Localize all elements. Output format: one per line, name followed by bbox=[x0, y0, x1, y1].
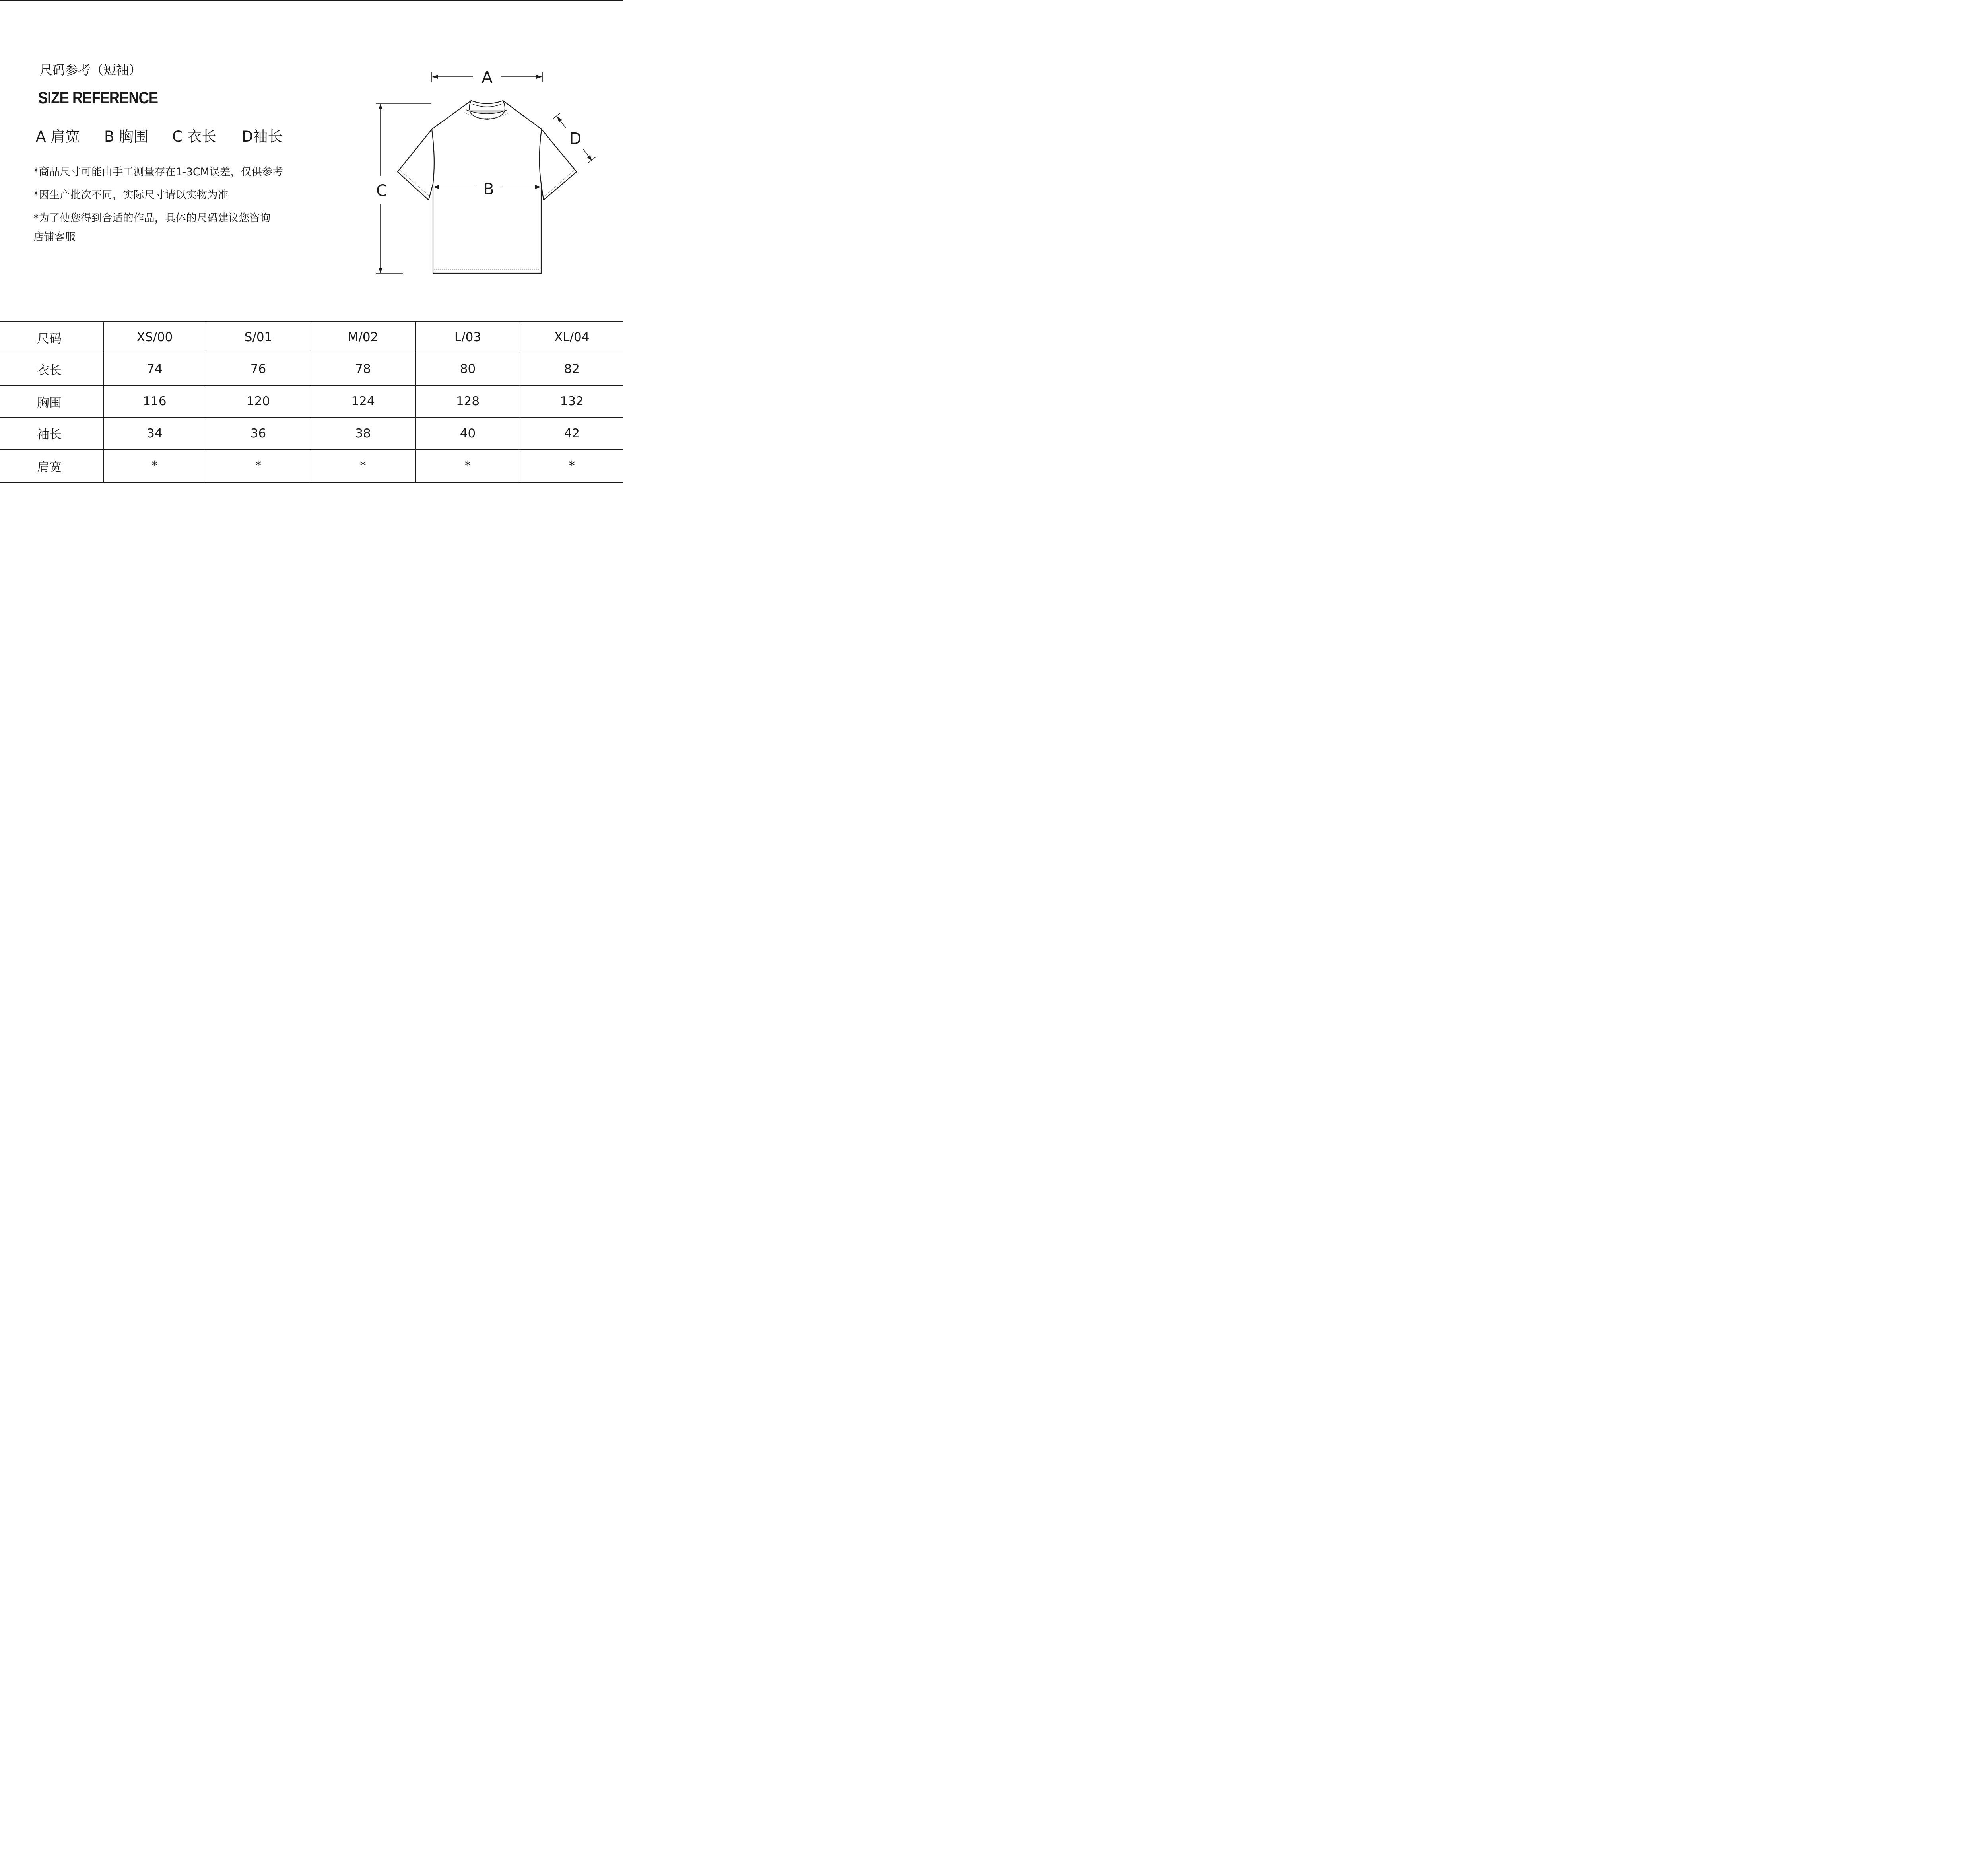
note-consult: *为了使您得到合适的作品，具体的尺码建议您咨询 bbox=[33, 212, 271, 224]
legend-item-c: C 衣长 bbox=[172, 128, 217, 145]
table-row bbox=[0, 385, 623, 417]
title-english: SIZE REFERENCE bbox=[38, 88, 158, 107]
header-cell-xl: XL/04 bbox=[520, 322, 623, 353]
table-cell: * bbox=[103, 449, 206, 482]
table-cell: 36 bbox=[206, 417, 311, 449]
table-cell: 42 bbox=[520, 417, 623, 449]
label-b: B bbox=[483, 180, 494, 198]
table-cell: 38 bbox=[311, 417, 415, 449]
header-cell-size: 尺码 bbox=[0, 322, 103, 353]
header-cell-s: S/01 bbox=[206, 322, 311, 353]
legend-item-b: B 胸围 bbox=[104, 128, 149, 145]
header-cell-l: L/03 bbox=[415, 322, 520, 353]
row-label: 肩宽 bbox=[0, 449, 103, 482]
tshirt-diagram bbox=[370, 64, 600, 282]
table-cell: 132 bbox=[520, 385, 623, 417]
legend-item-d: D袖长 bbox=[242, 128, 283, 145]
table-cell: * bbox=[520, 449, 623, 482]
label-d: D bbox=[569, 130, 582, 148]
note-batch-difference: *因生产批次不同，实际尺寸请以实物为准 bbox=[33, 189, 229, 201]
header-cell-m: M/02 bbox=[311, 322, 415, 353]
table-row bbox=[0, 417, 623, 449]
table-cell: 124 bbox=[311, 385, 415, 417]
table-cell: 82 bbox=[520, 353, 623, 385]
table-row bbox=[0, 353, 623, 385]
title-chinese: 尺码参考（短袖） bbox=[40, 62, 142, 78]
header-cell-xs: XS/00 bbox=[103, 322, 206, 353]
table-cell: 34 bbox=[103, 417, 206, 449]
top-rule bbox=[0, 0, 623, 1]
table-cell: 78 bbox=[311, 353, 415, 385]
table-cell: 120 bbox=[206, 385, 311, 417]
note-measurement-error: *商品尺寸可能由手工测量存在1-3CM误差，仅供参考 bbox=[33, 166, 283, 178]
table-cell: 80 bbox=[415, 353, 520, 385]
label-a: A bbox=[481, 68, 493, 87]
table-cell: 128 bbox=[415, 385, 520, 417]
table-cell: * bbox=[206, 449, 311, 482]
legend-item-a: A 肩宽 bbox=[36, 128, 80, 145]
size-chart-table bbox=[0, 321, 623, 483]
table-cell: 40 bbox=[415, 417, 520, 449]
table-cell: * bbox=[415, 449, 520, 482]
row-label: 袖长 bbox=[0, 417, 103, 449]
row-label: 胸围 bbox=[0, 385, 103, 417]
row-label: 衣长 bbox=[0, 353, 103, 385]
table-cell: * bbox=[311, 449, 415, 482]
table-cell: 116 bbox=[103, 385, 206, 417]
table-cell: 76 bbox=[206, 353, 311, 385]
table-cell: 74 bbox=[103, 353, 206, 385]
table-row bbox=[0, 449, 623, 482]
label-c: C bbox=[376, 182, 387, 200]
table-header-row bbox=[0, 322, 623, 353]
note-consult-continued: 店铺客服 bbox=[33, 231, 76, 243]
